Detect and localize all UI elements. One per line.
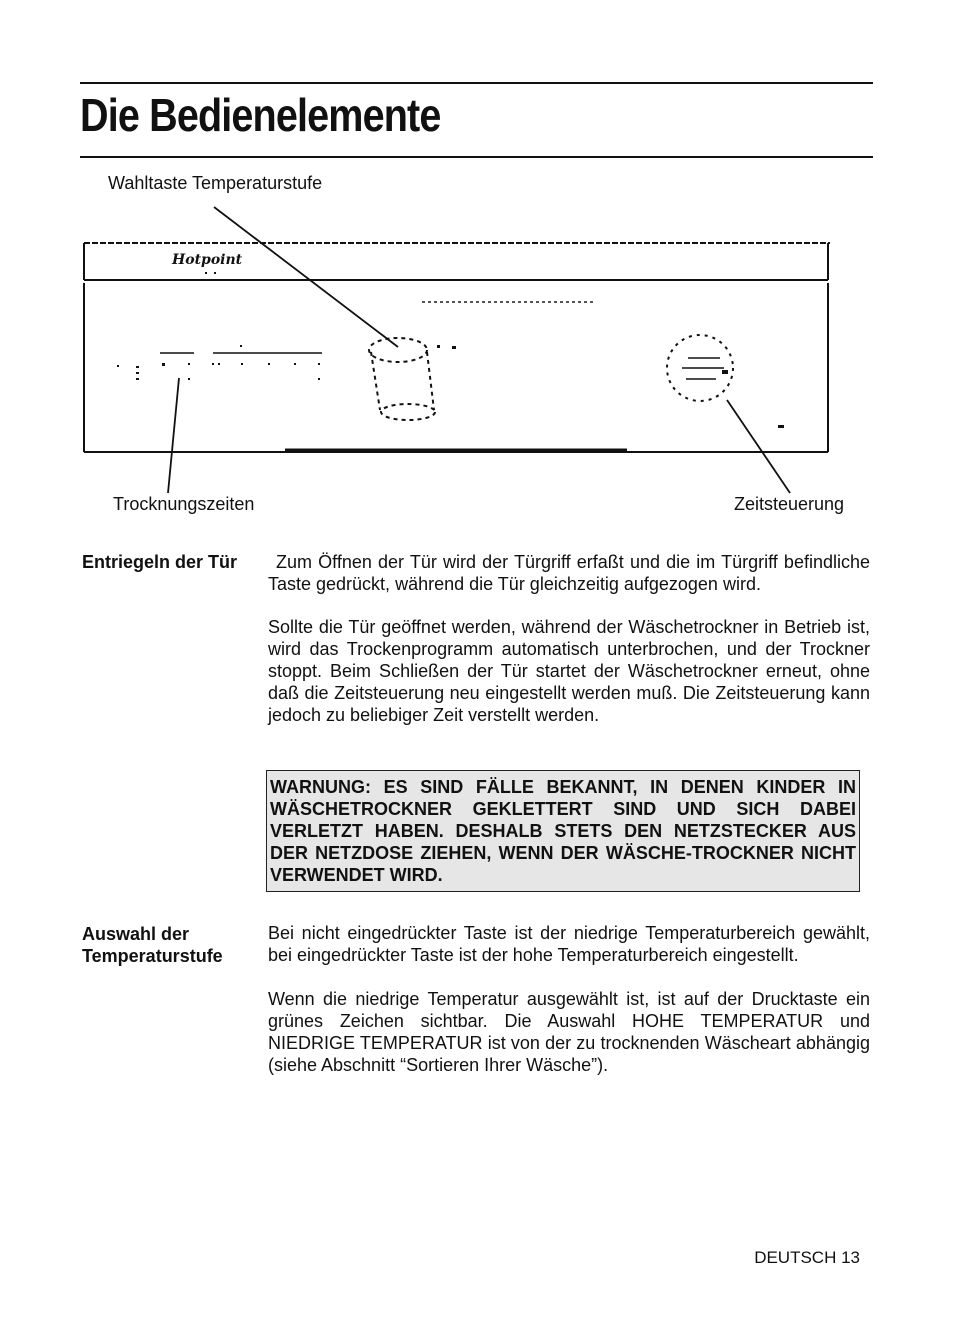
button-indicator-dots — [437, 345, 456, 349]
temperature-button-callout: Wahltaste Temperaturstufe — [108, 173, 323, 193]
temperature-section-heading — [82, 923, 223, 967]
drying-times-scale — [117, 345, 322, 380]
panel-small-mark — [778, 425, 784, 428]
temperature-paragraph-2: Wenn die niedrige Temperatur ausgewählt ist, ist auf der Drucktaste ein grünes Zeichen sichtbar. Die Auswahl HOHE TEMPERATUR und NIEDRIGE TEMPERATUR ist von der zu trocknenden Wäscheart abhängig (siehe Abschnitt “Sortieren Ihrer Wäsche”). — [268, 989, 870, 1075]
page-footer: DEUTSCH 13 — [754, 1248, 860, 1267]
temperature-heading-line-2: Temperaturstufe — [82, 946, 223, 966]
warning-text: WARNUNG: ES SIND FÄLLE BEKANNT, IN DENEN KINDER IN WÄSCHETROCKNER GEKLETTERT SIND UND SICH DABEI VERLETZT HABEN. DESHALB STETS DEN NETZSTECKER AUS DER NETZDOSE ZIEHEN, WENN DER WÄSCHE-TROCKNER NICHT VERWENDET WIRD. — [270, 777, 856, 885]
temperature-button-drawing — [369, 338, 435, 420]
drying-times-callout: Trocknungszeiten — [113, 494, 255, 514]
door-paragraph-2: Sollte die Tür geöffnet werden, während der Wäschetrockner in Betrieb ist, wird das Trockenprogramm automatisch unterbrochen, und der Trockner stoppt. Beim Schließen der Tür startet der Wäschetrockner erneut, ohne daß die Zeitsteuerung neu eingestellt werden muß. Die Zeitsteuerung kann jedoch zu beliebiger Zeit verstellt werden. — [268, 617, 870, 725]
control-panel-illustration — [0, 0, 954, 540]
temperature-paragraph-1: Bei nicht eingedrückter Taste ist der niedrige Temperaturbereich gewählt, bei eingedrückter Taste ist der hohe Temperaturbereich eingestellt. — [268, 923, 870, 965]
timer-callout: Zeitsteuerung — [734, 494, 845, 514]
warning-box — [266, 770, 860, 892]
door-section-heading: Entriegeln der Tür — [82, 552, 238, 572]
timer-dial-drawing — [667, 335, 733, 401]
page-title: Die Bedienelemente — [80, 89, 441, 141]
brand-logo: Hotpoint — [172, 252, 243, 268]
dryer-panel-outline — [84, 243, 830, 452]
door-paragraph-1: Zum Öffnen der Tür wird der Türgriff erfaßt und die im Türgriff befindliche Taste gedrückt, während die Tür gleichzeitig aufgezogen wird. — [268, 552, 870, 594]
temperature-heading-line-1: Auswahl der — [82, 924, 190, 944]
logo-dots — [205, 272, 216, 274]
